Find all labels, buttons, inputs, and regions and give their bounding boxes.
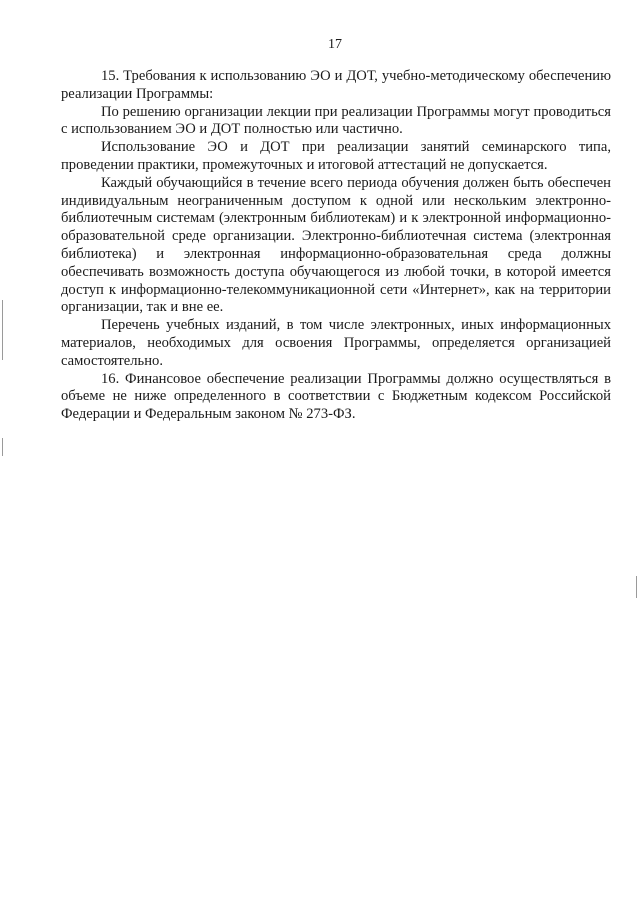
paragraph-financing: 16. Финансовое обеспечение реализации Программы должно осуществляться в объеме не ниже определенного в соответствии с Бюджетным кодексом Российской Федерации и Федеральным законом № 273-ФЗ. bbox=[61, 370, 611, 423]
paragraph-lectures: По решению организации лекции при реализации Программы могут проводиться с использованием ЭО и ДОТ полностью или частично. bbox=[61, 103, 611, 138]
scan-edge-mark bbox=[636, 576, 637, 598]
paragraph-library-access: Каждый обучающийся в течение всего периода обучения должен быть обеспечен индивидуальным неограниченным доступом к одной или нескольким электронно-библиотечным системам (электронным библиотекам) и к электронной информационно-образовательной среде организации. Электронно-библиотечная система (электронная библиотека) и электронная информационно-образовательная среда должны обеспечивать возможность доступа обучающегося из любой точки, в которой имеется доступ к информационно-телекоммуникационной сети «Интернет», как на территории организации, так и вне ее. bbox=[61, 174, 611, 316]
page-number: 17 bbox=[328, 37, 342, 52]
document-body bbox=[61, 68, 611, 424]
paragraph-requirements-heading: 15. Требования к использованию ЭО и ДОТ, учебно-методическому обеспечению реализации Программы: bbox=[61, 68, 611, 102]
paragraph-seminars: Использование ЭО и ДОТ при реализации занятий семинарского типа, проведении практики, промежуточных и итоговой аттестаций не допускается. bbox=[61, 139, 611, 173]
paragraph-publications-list: Перечень учебных изданий, в том числе электронных, иных информационных материалов, необходимых для освоения Программы, определяется организацией самостоятельно. bbox=[61, 317, 611, 369]
scan-edge-mark bbox=[2, 438, 3, 456]
scan-edge-mark bbox=[2, 300, 3, 360]
